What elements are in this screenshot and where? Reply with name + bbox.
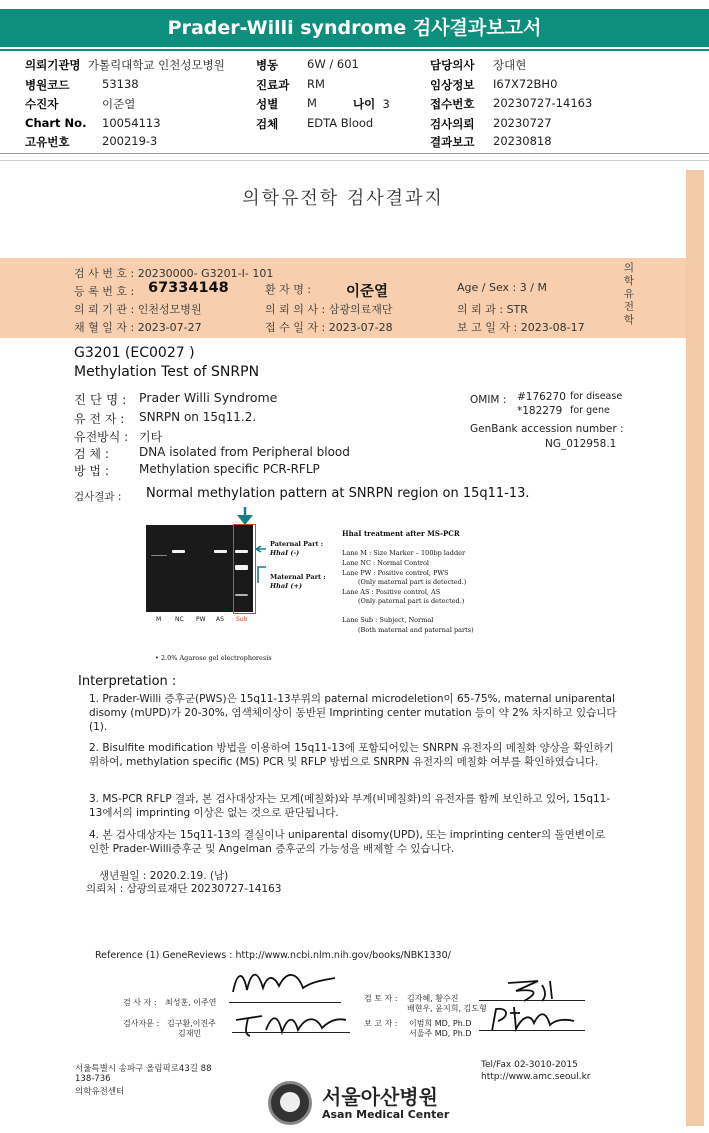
- header-row-age: [353, 96, 390, 112]
- header-row-inst: [25, 57, 225, 73]
- side-char: 학: [623, 275, 635, 287]
- header-value: 이준열: [102, 97, 136, 111]
- method-value: Methylation specific PCR-RFLP: [139, 462, 320, 476]
- exam-number: 검 사 번 호 : 20230000- G3201-I- 101: [74, 267, 274, 280]
- legend-line: Lane AS : Positive control, AS: [342, 588, 441, 596]
- header-row-code: [25, 77, 139, 93]
- legend-line: (Only maternal part is detected.): [358, 578, 467, 586]
- header-key: 검사의뢰: [430, 117, 475, 131]
- header-value: 53138: [102, 77, 139, 91]
- logo-center: [280, 1092, 300, 1112]
- genbank-label: GenBank accession number :: [470, 423, 624, 435]
- header-key: 담당의사: [430, 58, 475, 72]
- side-char: 학: [623, 314, 635, 326]
- header-row-specimen: [256, 116, 374, 132]
- interpretation-paragraph: 3. MS-PCR RFLP 결과, 본 검사대상자는 모계(메칠화)와 부계(비메칠화)의 유전자를 함께 보인하고 있어, 15q11-13에서의 imprinting 이상은 없는 것으로 판단됩니다.: [89, 793, 611, 819]
- age-sex: Age / Sex : 3 / M: [457, 281, 547, 294]
- header-key: 고유번호: [25, 135, 70, 149]
- reporter-name-2: 서울주 MD, Ph.D: [409, 1029, 472, 1038]
- detail-key: 검 체 :: [74, 447, 109, 461]
- test-code: G3201 (EC0027 ): [74, 345, 195, 361]
- maternal-label: Maternal Part :: [270, 573, 326, 581]
- header-row-doctor: [430, 57, 527, 73]
- detail-key: 방 법 :: [74, 464, 109, 478]
- header-key: 나이: [353, 97, 376, 111]
- report-date: 보 고 일 자 : 2023-08-17: [457, 321, 585, 334]
- result-text: Normal methylation pattern at SNRPN region on 15q11-13.: [146, 486, 530, 501]
- paternal-label: Paternal Part :: [270, 540, 324, 548]
- side-vertical-text: [622, 262, 636, 327]
- gel-band: [151, 555, 167, 556]
- legend-line: (Both maternal and paternal parts): [358, 626, 474, 634]
- header-key: 수진자: [25, 97, 59, 111]
- header-row-clinical: [430, 77, 558, 93]
- header-row-chart: [25, 116, 161, 130]
- draw-date: 채 혈 일 자 : 2023-07-27: [74, 321, 202, 334]
- header-key: 병원코드: [25, 78, 70, 92]
- omim-disease-note: for disease: [570, 391, 623, 402]
- legend-line: Lane M : Size Marker – 100bp ladder: [342, 549, 466, 557]
- lane-label: AS: [216, 616, 224, 623]
- header-value: RM: [307, 77, 325, 91]
- requesting-dept: 의 뢰 과 : STR: [457, 303, 528, 316]
- report-title-banner: Prader-Willi syndrome 검사결과보고서: [0, 9, 709, 47]
- header-value: 20230727: [493, 116, 552, 130]
- header-key: 임상정보: [430, 78, 475, 92]
- diagnosis-value: Prader Willi Syndrome: [139, 390, 278, 405]
- interpretation-paragraph: 4. 본 검사대상자는 15q11-13의 결실이나 uniparental disomy(UPD), 또는 imprinting center의 돌연변이로 인한 Prader-Willi증후군 및 Angelman 증후군의 가능성을 배제할 수 있습니다.: [89, 829, 606, 855]
- header-key: 검체: [256, 117, 279, 131]
- legend-line: Lane NC : Normal Control: [342, 559, 429, 567]
- reg-number: 67334148: [148, 280, 229, 296]
- test-name: Methylation Test of SNRPN: [74, 364, 260, 380]
- header-key: Chart No.: [25, 116, 87, 130]
- requesting-doctor: 의 뢰 의 사 : 삼광의료재단: [265, 303, 393, 316]
- reg-label: 등 록 번 호 :: [74, 285, 135, 298]
- reviewer-names-2: 배현우, 윤지희, 김도형: [407, 1004, 487, 1013]
- header-row-accession: [430, 96, 593, 112]
- legend-title: HhaI treatment after MS-PCR: [342, 529, 460, 538]
- signature: [486, 1003, 578, 1037]
- legend-line: Lane PW : Positive control, PWS: [342, 569, 449, 577]
- address-line: 서울특별시 송파구 올림픽로43길 88: [75, 1064, 212, 1074]
- header-key: 병동: [256, 58, 279, 72]
- omim-gene-note: for gene: [570, 405, 610, 416]
- lane-label: PW: [196, 616, 206, 623]
- bracket-arrow-icon: [254, 545, 270, 587]
- header-key: 성별: [256, 97, 279, 111]
- lane-label: M: [156, 616, 162, 623]
- reference: Reference (1) GeneReviews : http://www.ncbi.nlm.nih.gov/books/NBK1330/: [95, 950, 451, 961]
- banner-underline: [0, 49, 709, 51]
- agarose-note: • 2.0% Agarose gel electrophoresis: [155, 654, 272, 662]
- omim-disease: #176270: [517, 391, 566, 403]
- requester: 의뢰처 : 삼광의료재단 20230727-14163: [86, 883, 282, 895]
- signature: [502, 975, 562, 1003]
- inheritance-value: 기타: [139, 430, 163, 444]
- sheet-title: 의학유전학 검사결과지: [242, 188, 444, 209]
- reporter-label: 보 고 자 :: [364, 1019, 398, 1028]
- header-value: 20230818: [493, 134, 552, 148]
- header-value: M: [307, 96, 317, 110]
- header-row-sex: [256, 96, 317, 112]
- header-value: I67X72BH0: [493, 77, 558, 91]
- interpretation-paragraph: 2. Bisulfite modification 방법을 이용하여 15q11-13에 포함되어있는 SNRPN 유전자의 메칠화 양상을 확인하기 위하여, methylation specific (MS) PCR 및 RFLP 방법으로 SNRPN 유전자의 메칠화 여부를 확인하였습니다.: [89, 742, 614, 768]
- header-key: 진료과: [256, 78, 290, 92]
- subject-lane-highlight: [233, 524, 256, 614]
- side-char: 유: [623, 288, 635, 300]
- signature-line: [232, 1032, 350, 1033]
- header-value: 10054113: [102, 116, 161, 130]
- sheet-side-stripe: [686, 170, 704, 1126]
- paternal-enzyme: HhaI (-): [270, 549, 300, 557]
- reviewer-label: 검 토 자 :: [364, 994, 398, 1003]
- omim-label: OMIM :: [470, 394, 507, 406]
- advisor-names: 김구환,이진주: [167, 1019, 216, 1028]
- lane-label: NC: [175, 616, 184, 623]
- interpretation-paragraph: 1. Prader-Willi 증후군(PWS)은 15q11-13부위의 paternal microdeletion이 65-75%, maternal uniparental disomy (mUPD)가 20-30%, 염색체이상이 동반된 Imprinting center mutation 등이 약 2% 차지하고 있습니다 (1).: [89, 693, 617, 733]
- date-of-birth: 생년월일 : 2020.2.19. (남): [99, 870, 229, 882]
- signature: [227, 962, 339, 1004]
- interpretation-title: Interpretation :: [78, 674, 177, 689]
- header-divider: [0, 153, 709, 154]
- header-row-result: [430, 134, 552, 150]
- header-value: EDTA Blood: [307, 116, 374, 130]
- hospital-logo-icon: [268, 1081, 312, 1125]
- specimen-value: DNA isolated from Peripheral blood: [139, 445, 350, 459]
- address-line: 의학유전센터: [75, 1087, 125, 1097]
- header-key: 의뢰기관명: [25, 58, 81, 72]
- signature-line: [229, 1002, 341, 1003]
- advisor-names-2: 김재민: [178, 1029, 202, 1038]
- tester-names: 최성훈, 이주연: [165, 998, 217, 1007]
- header-value: 3: [382, 97, 390, 111]
- signature: [232, 1006, 350, 1040]
- header-key: 접수번호: [430, 97, 475, 111]
- receipt-date: 접 수 일 자 : 2023-07-28: [265, 321, 393, 334]
- detail-key: 유 전 자 :: [74, 412, 125, 426]
- header-row-dept: [256, 77, 325, 93]
- header-value: 200219-3: [102, 134, 158, 148]
- gel-band: [214, 550, 227, 553]
- header-row-uid: [25, 134, 158, 150]
- genbank-number: NG_012958.1: [545, 438, 617, 450]
- omim-gene: *182279: [517, 405, 563, 417]
- legend-line: (Only paternal part is detected.): [358, 597, 465, 605]
- header-value: 6W / 601: [307, 57, 359, 71]
- side-char: 의: [623, 262, 635, 274]
- gene-value: SNRPN on 15q11.2.: [139, 410, 257, 424]
- hospital-name-ko: 서울아산병원: [322, 1085, 438, 1109]
- tel-fax: Tel/Fax 02-3010-2015: [481, 1060, 578, 1070]
- result-label: 검사결과 :: [74, 491, 122, 503]
- lane-label: Sub: [236, 616, 248, 623]
- reporter-name: 이범희 MD, Ph.D: [409, 1019, 472, 1028]
- patient-name: 이준열: [346, 284, 389, 300]
- header-value: 가톨릭대학교 인천성모병원: [87, 58, 225, 72]
- gel-band: [172, 550, 185, 553]
- signature-line: [479, 1000, 585, 1001]
- side-char: 전: [623, 301, 635, 313]
- maternal-enzyme: HhaI (+): [270, 582, 302, 590]
- address-line: 138-736: [75, 1074, 111, 1084]
- reviewer-names: 김자혜, 황수진: [407, 994, 459, 1003]
- header-row-patient: [25, 96, 136, 112]
- detail-key: 유전방식 :: [74, 430, 129, 444]
- header-row-request: [430, 116, 552, 132]
- requesting-institution: 의 뢰 기 관 : 인천성모병원: [74, 303, 202, 316]
- header-value: 20230727-14163: [493, 96, 593, 110]
- header-divider: [0, 160, 709, 161]
- arrow-down-icon: [230, 505, 260, 529]
- tester-label: 검 사 자 :: [123, 998, 157, 1007]
- website: http://www.amc.seoul.kr: [481, 1072, 591, 1082]
- signature-line: [479, 1030, 585, 1031]
- header-row-ward: [256, 57, 359, 73]
- header-key: 결과보고: [430, 135, 475, 149]
- legend-line: Lane Sub : Subject, Normal: [342, 616, 434, 624]
- advisor-label: 검사자문 :: [123, 1019, 160, 1028]
- header-value: 장대현: [493, 58, 527, 72]
- detail-key: 진 단 명 :: [74, 392, 127, 407]
- patient-label: 환 자 명 :: [265, 283, 312, 296]
- hospital-name-en: Asan Medical Center: [322, 1108, 450, 1121]
